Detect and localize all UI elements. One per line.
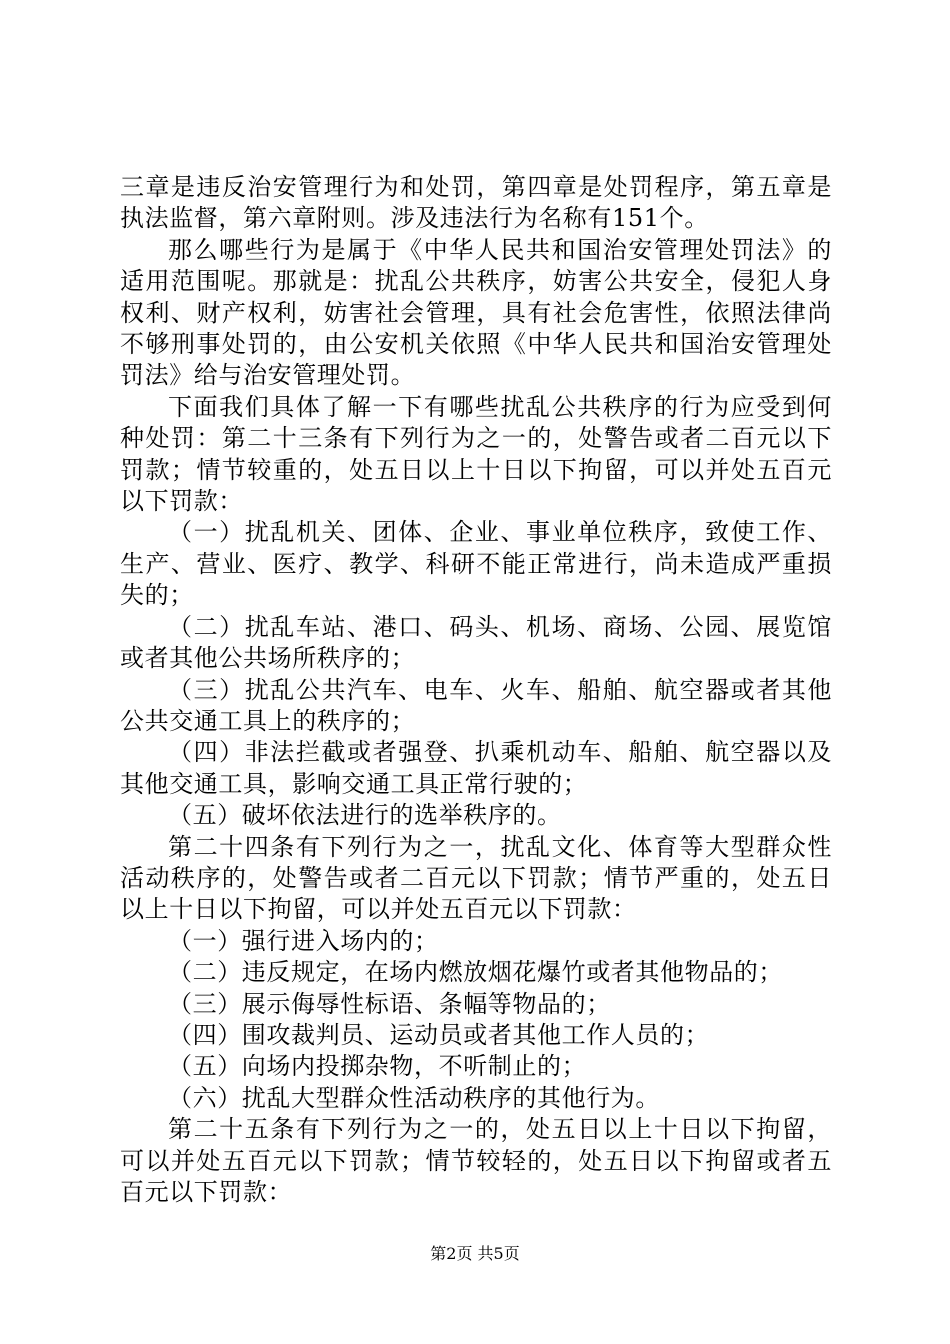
paragraph-2: 那么哪些行为是属于《中华人民共和国治安管理处罚法》的适用范围呢。那就是：扰乱公共秩序，妨害公共安全，侵犯人身权利、财产权利，妨害社会管理，具有社会危害性，依照法律尚不够刑事处罚的，由公安机关依照《中华人民共和国治安管理处罚法》给与治安管理处罚。 [120,235,832,390]
article-24-item-4: （四）围攻裁判员、运动员或者其他工作人员的； [168,1020,710,1049]
paragraph-3: 下面我们具体了解一下有哪些扰乱公共秩序的行为应受到何种处罚：第二十三条有下列行为之一的，处警告或者二百元以下罚款；情节较重的，处五日以上十日以下拘留，可以并处五百元以下罚款： [120,392,832,516]
article-23-item-3: （三）扰乱公共汽车、电车、火车、船舶、航空器或者其他公共交通工具上的秩序的； [120,675,832,735]
article-24-item-3: （三）展示侮辱性标语、条幅等物品的； [168,989,611,1018]
article-23-item-4: （四）非法拦截或者强登、扒乘机动车、船舶、航空器以及其他交通工具，影响交通工具正常行驶的； [120,738,832,798]
document-body [120,172,832,1208]
paragraph-1: 三章是违反治安管理行为和处罚，第四章是处罚程序，第五章是执法监督，第六章附则。涉及违法行为名称有151个。 [120,173,832,233]
article-25: 第二十五条有下列行为之一的，处五日以上十日以下拘留，可以并处五百元以下罚款；情节较轻的，处五日以下拘留或者五百元以下罚款： [120,1115,832,1206]
article-24: 第二十四条有下列行为之一，扰乱文化、体育等大型群众性活动秩序的，处警告或者二百元以下罚款；情节严重的，处五日以上十日以下拘留，可以并处五百元以下罚款： [120,832,832,924]
article-23-item-2: （二）扰乱车站、港口、码头、机场、商场、公园、展览馆或者其他公共场所秩序的； [120,612,832,673]
article-23-item-1: （一）扰乱机关、团体、企业、事业单位秩序，致使工作、生产、营业、医疗、教学、科研不能正常进行，尚未造成严重损失的； [120,518,832,610]
article-24-item-6: （六）扰乱大型群众性活动秩序的其他行为。 [168,1083,660,1112]
article-24-item-2: （二）违反规定，在场内燃放烟花爆竹或者其他物品的； [168,958,783,987]
article-24-item-5: （五）向场内投掷杂物，不听制止的； [168,1052,587,1081]
article-23-item-5: （五）破坏依法进行的选举秩序的。 [168,801,562,830]
page-number-footer: 第2页 共5页 [430,1244,520,1263]
article-24-item-1: （一）强行进入场内的； [168,926,439,955]
